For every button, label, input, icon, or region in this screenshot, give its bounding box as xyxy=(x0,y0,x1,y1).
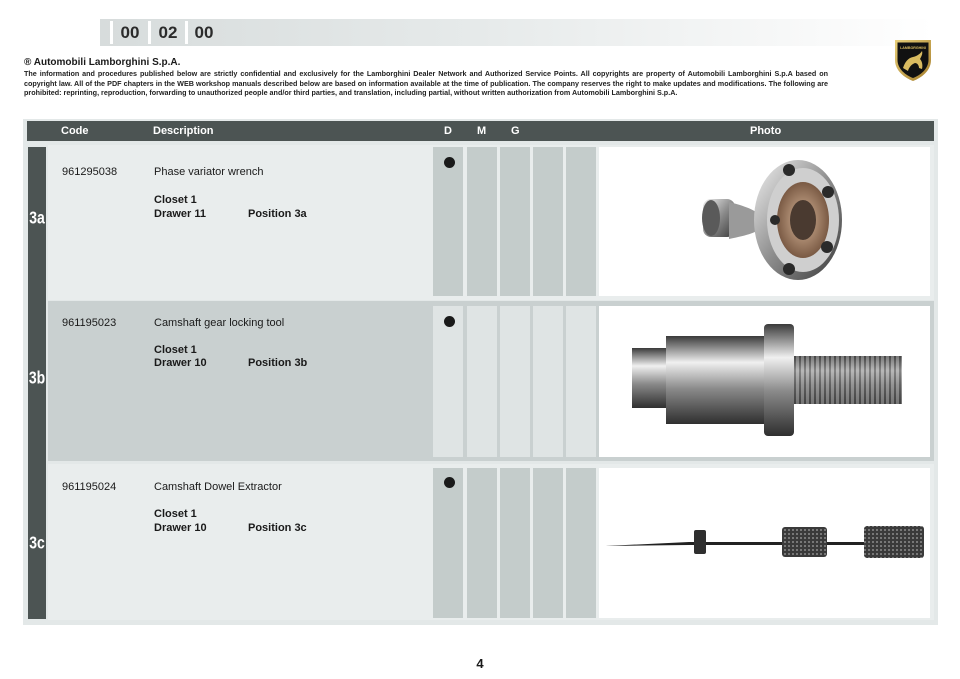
section-code-2: 02 xyxy=(148,21,185,44)
cell-extra-2 xyxy=(566,306,596,457)
page-number: 4 xyxy=(476,656,484,671)
row-label-3c: 3c xyxy=(29,532,45,552)
photo-camshaft-gear-locking-tool xyxy=(599,306,930,457)
row-label-3a: 3a xyxy=(29,207,45,227)
row-label-3b: 3b xyxy=(28,367,46,387)
availability-dot xyxy=(444,316,455,327)
camshaft-dowel-extractor-icon xyxy=(599,468,930,618)
svg-text:LAMBORGHINI: LAMBORGHINI xyxy=(900,46,926,50)
camshaft-gear-locking-tool-icon xyxy=(599,306,930,457)
tool-position: Position 3c xyxy=(248,522,307,534)
availability-dot xyxy=(444,477,455,488)
col-code: Code xyxy=(61,125,89,137)
legal-notice xyxy=(24,57,828,98)
cell-m xyxy=(467,147,497,296)
cell-m xyxy=(467,306,497,457)
tool-code: 961295038 xyxy=(62,166,118,178)
tool-drawer: Drawer 10 xyxy=(154,522,207,534)
col-m: M xyxy=(477,125,487,137)
cell-extra-1 xyxy=(533,147,563,296)
tool-description: Phase variator wrench xyxy=(154,166,264,178)
tool-closet: Closet 1 xyxy=(154,508,197,520)
phase-variator-wrench-icon xyxy=(599,147,930,296)
tool-position: Position 3b xyxy=(248,357,308,369)
legal-text: The information and procedures published below are strictly confidential and exclusively for the Lamborghini Dealer Network and Authorized Service Points. All copyrights are property of Automobili Lamborghini S.p.A based on copyright law. All of the PDF chapters in the WEB workshop manuals described below are based on information available at the time of publication. The company reserves the right to make updates and modifications. The following are prohibited: reprinting, reproduction, forwarding to unauthorized people and/or third parties, and translation, including partial, without written authorization from Automobili Lamborghini S.p.A. xyxy=(24,69,828,98)
tool-drawer: Drawer 11 xyxy=(154,208,206,220)
tool-position: Position 3a xyxy=(248,208,307,220)
cell-extra-1 xyxy=(533,468,563,618)
cell-g xyxy=(500,468,530,618)
col-d: D xyxy=(444,125,452,137)
legal-title: ® Automobili Lamborghini S.p.A. xyxy=(24,57,181,68)
col-g: G xyxy=(511,125,520,137)
availability-dot xyxy=(444,157,455,168)
lamborghini-logo-icon xyxy=(893,38,933,82)
cell-d xyxy=(433,306,463,457)
cell-d xyxy=(433,468,463,618)
tool-code: 961195023 xyxy=(62,317,117,329)
photo-camshaft-dowel-extractor xyxy=(599,468,930,618)
tool-closet: Closet 1 xyxy=(154,344,197,356)
col-photo: Photo xyxy=(750,125,782,137)
tool-closet: Closet 1 xyxy=(154,194,197,206)
cell-g xyxy=(500,306,530,457)
cell-extra-2 xyxy=(566,468,596,618)
table-header xyxy=(27,121,934,141)
tool-drawer: Drawer 10 xyxy=(154,357,207,369)
tool-description: Camshaft Dowel Extractor xyxy=(154,481,282,493)
section-code-1: 00 xyxy=(110,21,147,44)
cell-extra-1 xyxy=(533,306,563,457)
section-code-3: 00 xyxy=(185,21,220,44)
header-band xyxy=(100,19,934,46)
cell-extra-2 xyxy=(566,147,596,296)
tool-code: 961195024 xyxy=(62,481,117,493)
tool-description: Camshaft gear locking tool xyxy=(154,317,285,329)
photo-phase-variator-wrench xyxy=(599,147,930,296)
cell-g xyxy=(500,147,530,296)
col-description: Description xyxy=(153,125,214,137)
cell-m xyxy=(467,468,497,618)
cell-d xyxy=(433,147,463,296)
